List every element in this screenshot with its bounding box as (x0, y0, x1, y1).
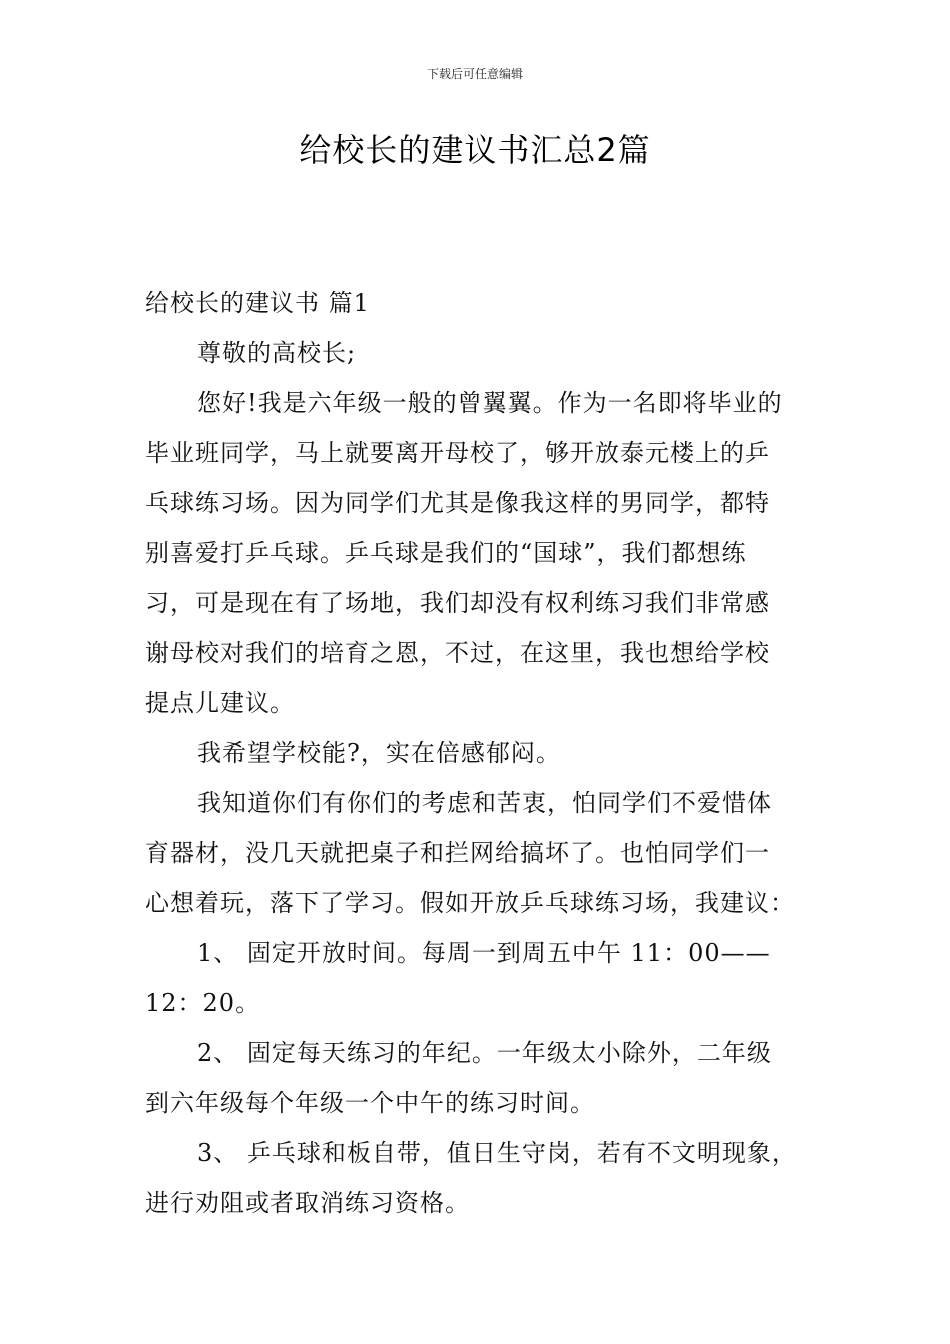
paragraph-line: 提点儿建议。 (145, 689, 295, 717)
paragraph-line: 毕业班同学，马上就要离开母校了，够开放泰元楼上的乒 (145, 439, 770, 467)
list-item-line: 12：20。 (145, 989, 261, 1017)
paragraph-line: 育器材，没几天就把桌子和拦网给搞坏了。也怕同学们一 (145, 839, 770, 867)
paragraph-line: 我希望学校能?，实在倍感郁闷。 (197, 739, 561, 767)
paragraph-line: 心想着玩，落下了学习。假如开放乒乓球练习场，我建议： (145, 889, 795, 917)
list-item-line: 到六年级每个年级一个中午的练习时间。 (145, 1089, 595, 1117)
document-title: 给校长的建议书汇总2篇 (299, 131, 651, 169)
list-item-line: 3、 乒乓球和板自带，值日生守岗，若有不文明现象， (197, 1139, 797, 1167)
salutation: 尊敬的高校长; (197, 339, 357, 367)
document-body (145, 278, 815, 1228)
paragraph-line: 别喜爱打乒乓球。乒乓球是我们的“国球”，我们都想练 (145, 539, 747, 567)
list-item-line: 1、 固定开放时间。每周一到周五中午 11：00—— (197, 939, 771, 967)
paragraph-line: 您好!我是六年级一般的曾翼翼。作为一名即将毕业的 (197, 389, 783, 417)
list-item-line: 2、 固定每天练习的年纪。一年级太小除外，二年级 (197, 1039, 772, 1067)
paragraph-line: 习，可是现在有了场地，我们却没有权利练习我们非常感 (145, 589, 770, 617)
paragraph-line: 谢母校对我们的培育之恩，不过，在这里，我也想给学校 (145, 639, 770, 667)
section-heading: 给校长的建议书 篇1 (145, 289, 370, 317)
paragraph-line: 乓球练习场。因为同学们尤其是像我这样的男同学，都特 (145, 489, 770, 517)
paragraph-line: 我知道你们有你们的考虑和苦衷，怕同学们不爱惜体 (197, 789, 772, 817)
header-note: 下载后可任意编辑 (426, 67, 523, 81)
list-item-line: 进行劝阻或者取消练习资格。 (145, 1189, 470, 1217)
